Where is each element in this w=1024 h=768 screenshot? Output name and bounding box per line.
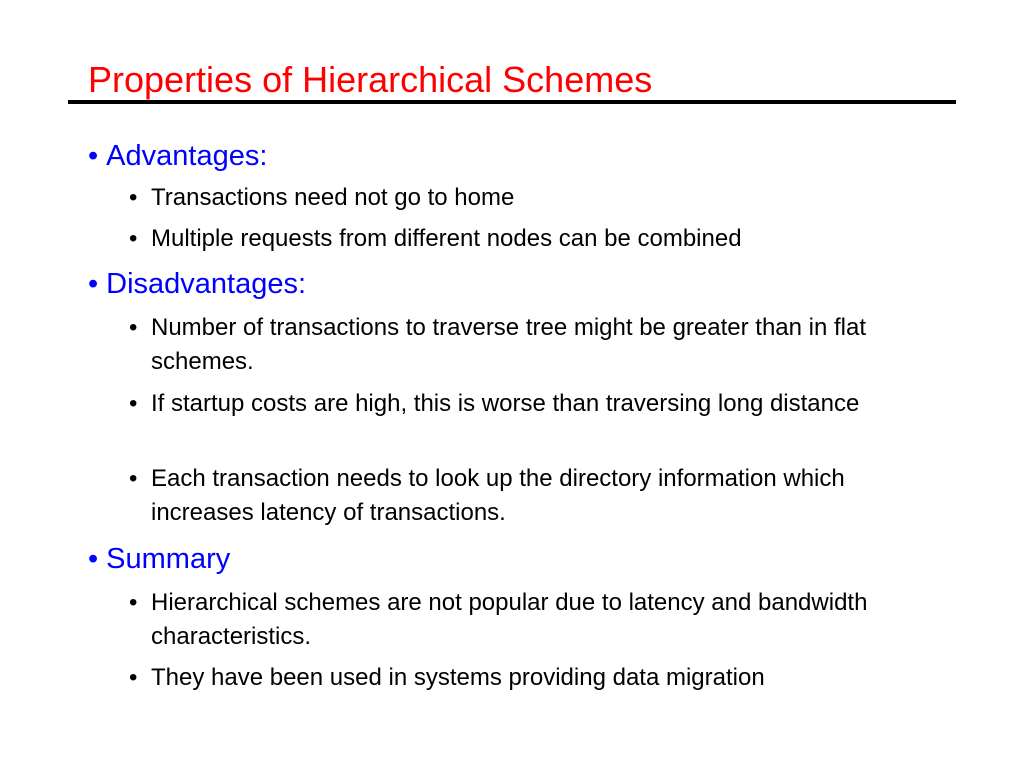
bullet: • bbox=[129, 465, 138, 492]
bullet: • bbox=[129, 664, 138, 691]
section-heading-disadvantages bbox=[88, 267, 306, 301]
list-item bbox=[129, 661, 949, 695]
bullet: • bbox=[88, 268, 99, 300]
bullet: • bbox=[88, 543, 99, 575]
bullet: • bbox=[129, 390, 138, 417]
list-item-text: Number of transactions to traverse tree might be greater than in flat schemes. bbox=[151, 314, 867, 375]
bullet: • bbox=[88, 140, 99, 172]
section-heading-summary bbox=[88, 542, 230, 576]
bullet: • bbox=[129, 184, 138, 211]
slide-title: Properties of Hierarchical Schemes bbox=[88, 59, 653, 100]
list-item bbox=[129, 586, 949, 654]
list-item-text: They have been used in systems providing data migration bbox=[151, 664, 765, 691]
section-heading-advantages bbox=[88, 139, 267, 173]
list-item bbox=[129, 222, 949, 256]
list-item-text: Each transaction needs to look up the directory information which increases latency of transactions. bbox=[151, 465, 845, 526]
list-item-text: Hierarchical schemes are not popular due to latency and bandwidth characteristics. bbox=[151, 589, 868, 650]
bullet: • bbox=[129, 225, 138, 252]
list-item-text: Transactions need not go to home bbox=[151, 184, 515, 211]
list-item-text: If startup costs are high, this is worse than traversing long distance bbox=[151, 390, 860, 417]
section-heading-label: Disadvantages: bbox=[106, 268, 307, 300]
bullet: • bbox=[129, 589, 138, 616]
list-item bbox=[129, 462, 949, 530]
section-heading-label: Summary bbox=[106, 543, 231, 575]
list-item bbox=[129, 311, 949, 379]
section-heading-label: Advantages: bbox=[106, 140, 268, 172]
list-item-text: Multiple requests from different nodes can be combined bbox=[151, 225, 742, 252]
list-item bbox=[129, 181, 949, 215]
list-item bbox=[129, 387, 949, 421]
bullet: • bbox=[129, 314, 138, 341]
